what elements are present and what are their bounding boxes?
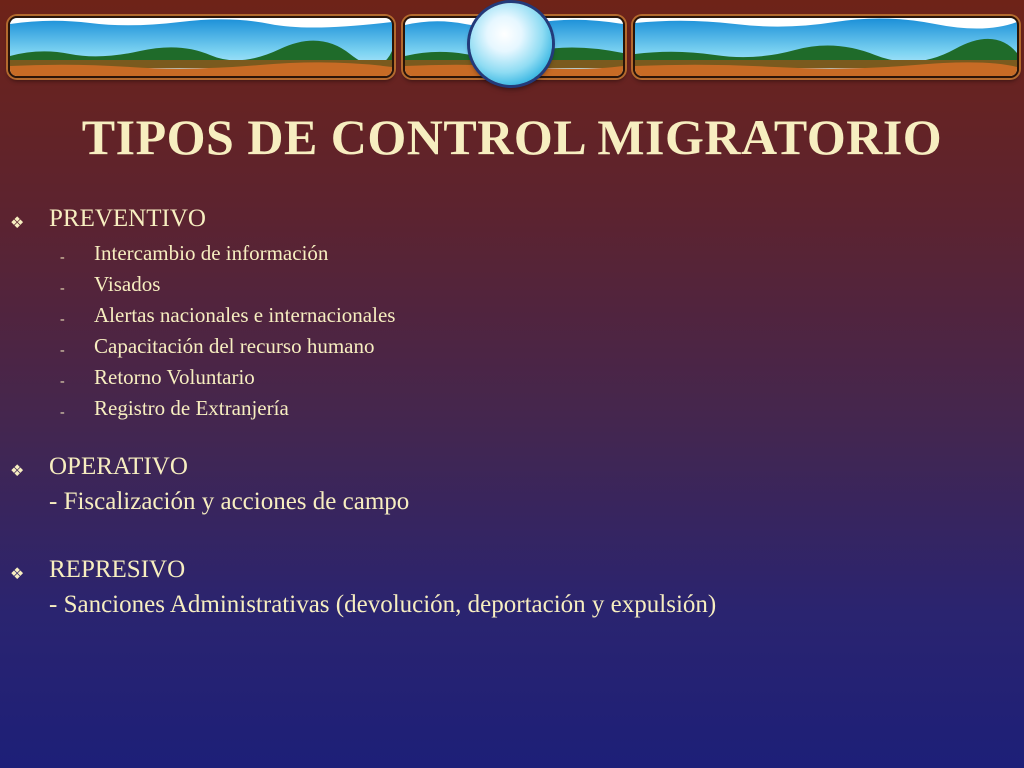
landscape-banner-left: [8, 16, 394, 78]
item-dash: -: [60, 405, 65, 420]
diamond-bullet-icon: ❖: [10, 461, 25, 480]
item-dash: -: [60, 312, 65, 327]
landscape-image: [635, 18, 1017, 76]
item-dash: -: [60, 343, 65, 358]
globe-icon: [470, 3, 552, 85]
item-dash: -: [60, 374, 65, 389]
section-heading: REPRESIVO: [49, 556, 186, 583]
landscape-image: [10, 18, 392, 76]
list-item: Visados: [94, 272, 161, 296]
section-detail: - Sanciones Administrativas (devolución, deportación y expulsión): [49, 591, 717, 618]
list-item: Intercambio de información: [94, 241, 329, 265]
diamond-bullet-icon: ❖: [10, 213, 25, 232]
list-item: Alertas nacionales e internacionales: [94, 303, 396, 327]
list-item: Retorno Voluntario: [94, 365, 255, 389]
section-heading: PREVENTIVO: [49, 205, 206, 232]
slide-title: TIPOS DE CONTROL MIGRATORIO: [81, 109, 943, 165]
section-heading: OPERATIVO: [49, 453, 188, 480]
list-item: Registro de Extranjería: [94, 396, 289, 420]
item-dash: -: [60, 281, 65, 296]
landscape-banner-right: [633, 16, 1019, 78]
item-dash: -: [60, 250, 65, 265]
list-item: Capacitación del recurso humano: [94, 334, 375, 358]
section-detail: - Fiscalización y acciones de campo: [49, 488, 410, 515]
diamond-bullet-icon: ❖: [10, 564, 25, 583]
